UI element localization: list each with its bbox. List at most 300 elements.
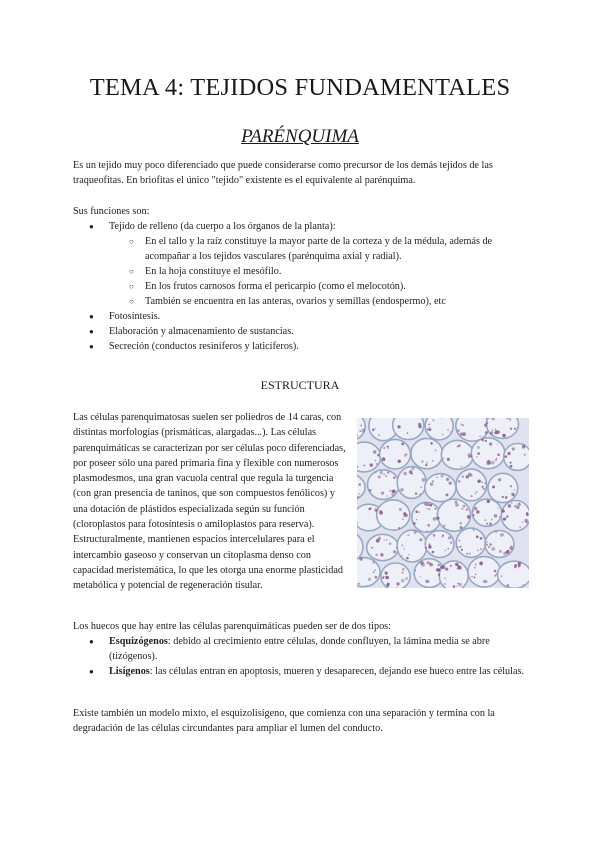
stain-granule [385, 576, 389, 580]
stain-granule [379, 511, 383, 515]
stain-granule [436, 516, 439, 519]
stain-granule [500, 533, 504, 537]
stain-granule [473, 529, 475, 531]
stain-granule [438, 574, 440, 576]
stain-granule [432, 551, 435, 554]
stain-granule [391, 493, 394, 496]
stain-granule [480, 548, 482, 550]
stain-granule [512, 447, 515, 450]
stain-granule [447, 458, 450, 461]
stain-granule [442, 434, 443, 435]
stain-granule [449, 481, 452, 484]
stain-granule [435, 508, 437, 510]
sub-list [109, 234, 533, 309]
stain-granule [492, 486, 495, 489]
list-item: ● Secreción (conductos resiníferos y laticíferos). [73, 339, 533, 354]
stain-granule [403, 472, 407, 476]
stain-granule [510, 428, 512, 430]
stain-granule [484, 424, 487, 427]
stain-granule [393, 550, 396, 553]
stain-granule [494, 570, 497, 573]
stain-granule [358, 483, 361, 486]
stain-granule [519, 503, 520, 504]
stain-granule [477, 549, 479, 551]
stain-granule [457, 586, 458, 587]
structure-paragraph: Las células parenquimatosas suelen ser poliedros de 14 caras, con distintas morfologías (prismáticas, alargadas...). Las células parenquimáticas se caracterizan por ser células poco diferenciadas, por poseer sólo una pared primaria fina y flexible con numerosos plasmodesmos, una gran vacuola central que regula la turgencia (con gran presencia de taninos, que son compuestos fenólicos) y una dotación de plástidos especializada según su función (cloroplastos para fotosíntesis o amiloplastos para reserva). Estructuralmente, mantienen espacios intercelulares para el intercambio gaseoso y conservan un citoplasma denso con capacidad meristemática, lo que les otorga una enorme plasticidad metabólica y potencial de regeneración tisular. [73, 412, 346, 592]
stain-granule [457, 546, 459, 548]
stain-granule [468, 456, 470, 458]
stain-granule [466, 509, 468, 511]
stain-granule [511, 502, 512, 503]
stain-granule [372, 561, 374, 563]
stain-granule [522, 446, 525, 449]
stain-granule [378, 434, 380, 436]
stain-granule [477, 480, 480, 483]
stain-granule [414, 531, 417, 534]
stain-granule [519, 526, 521, 528]
stain-granule [482, 439, 484, 441]
stain-granule [425, 464, 428, 467]
stain-granule [363, 464, 365, 466]
stain-granule [463, 505, 466, 508]
stain-granule [474, 567, 476, 569]
stain-granule [368, 578, 371, 581]
stain-granule [497, 443, 498, 444]
stain-granule [373, 571, 375, 573]
stain-granule [450, 541, 452, 543]
stain-granule [445, 550, 447, 552]
stain-granule [401, 443, 404, 446]
stain-granule [429, 427, 430, 428]
cell [425, 474, 456, 502]
stain-granule [510, 465, 513, 468]
term: Esquizógenos [109, 636, 168, 647]
stain-granule [386, 495, 388, 497]
stain-granule [511, 493, 514, 496]
stain-granule [494, 514, 497, 517]
stain-granule [375, 554, 377, 556]
stain-granule [432, 480, 434, 482]
stain-granule [378, 475, 381, 478]
stain-granule [369, 489, 372, 492]
stain-granule [387, 446, 389, 448]
stain-granule [381, 491, 384, 494]
stain-granule [436, 477, 437, 478]
stain-granule [477, 452, 480, 455]
stain-granule [462, 424, 464, 426]
list-item-text: Tejido de relleno (da cuerpo a los órganos de la planta): [109, 221, 336, 232]
stain-granule [455, 563, 458, 566]
stain-granule [442, 565, 446, 569]
stain-granule [359, 430, 361, 432]
stain-granule [428, 543, 430, 545]
stain-granule [437, 564, 439, 566]
stain-granule [376, 463, 378, 465]
stain-granule [403, 512, 406, 515]
stain-granule [444, 583, 446, 585]
sub-list-item: ○ En la hoja constituye el mesófilo. [109, 264, 533, 279]
stain-granule [484, 482, 486, 484]
functions-list [73, 219, 533, 354]
stain-granule [461, 507, 463, 509]
stain-granule [486, 461, 490, 465]
stain-granule [475, 563, 477, 565]
stain-granule [457, 567, 459, 569]
stain-granule [466, 475, 469, 478]
cell [485, 531, 514, 558]
stain-granule [443, 524, 446, 527]
stain-granule [411, 467, 414, 470]
stain-granule [408, 554, 409, 555]
stain-granule [406, 557, 409, 560]
term-description: : debido al crecimiento entre células, donde confluyen, la lámina media se abre (tizógenos). [109, 636, 490, 662]
stain-granule [374, 569, 376, 571]
mixed-model-paragraph: Existe también un modelo mixto, el esquizolisígeno, que comienza con una separación y termina con la degradación de las células circundantes para ampliar el lumen del conducto. [73, 708, 495, 734]
stain-granule [524, 454, 526, 456]
stain-granule [460, 526, 463, 529]
stain-granule [499, 550, 502, 553]
stain-granule [405, 577, 408, 580]
stain-granule [492, 429, 494, 431]
cell [456, 528, 485, 557]
stain-granule [461, 424, 462, 425]
stain-granule [382, 577, 384, 579]
stain-granule [387, 583, 390, 586]
stain-granule [469, 553, 471, 555]
stain-granule [420, 561, 424, 565]
stain-granule [427, 524, 430, 527]
stain-granule [455, 501, 457, 503]
stain-granule [457, 429, 460, 432]
stain-granule [369, 508, 372, 511]
stain-granule [447, 429, 449, 431]
stain-granule [397, 425, 400, 428]
stain-granule [392, 490, 396, 494]
stain-granule [393, 477, 395, 479]
stain-granule [444, 578, 445, 579]
gap-types-list [73, 634, 533, 679]
stain-granule [459, 546, 461, 548]
stain-granule [377, 454, 380, 457]
stain-granule [385, 571, 386, 572]
stain-granule [418, 425, 421, 428]
stain-granule [375, 460, 377, 462]
stain-granule [506, 550, 509, 553]
stain-granule [398, 527, 400, 529]
stain-granule [522, 521, 524, 523]
stain-granule [471, 495, 473, 497]
stain-granule [459, 540, 461, 542]
stain-granule [509, 546, 513, 550]
stain-granule [396, 582, 399, 585]
stain-granule [383, 447, 385, 449]
stain-granule [375, 576, 378, 579]
stain-granule [359, 557, 362, 560]
sub-list-item: ○ En los frutos carnosos forma el pericarpio (como el melocotón). [109, 279, 533, 294]
stain-granule [462, 475, 464, 477]
stain-granule [471, 576, 472, 577]
stain-granule [407, 534, 409, 536]
stain-granule [495, 530, 498, 533]
list-item: ● Elaboración y almacenamiento de sustancias. [73, 324, 533, 339]
stain-granule [399, 508, 402, 511]
stain-granule [415, 570, 416, 571]
stain-granule [514, 428, 516, 430]
stain-granule [428, 545, 431, 548]
stain-granule [426, 530, 428, 532]
stain-granule [360, 425, 362, 427]
stain-granule [485, 580, 488, 583]
stain-granule [413, 522, 416, 525]
stain-granule [502, 510, 505, 513]
cell [393, 418, 424, 440]
stain-granule [422, 478, 426, 482]
stain-granule [496, 458, 497, 459]
stain-granule [407, 432, 409, 434]
stain-granule [428, 508, 430, 510]
stain-granule [384, 539, 385, 540]
stain-granule [505, 496, 508, 499]
stain-granule [494, 575, 496, 577]
stain-granule [526, 513, 529, 516]
stain-granule [480, 537, 483, 540]
stain-granule [485, 431, 488, 434]
stain-granule [419, 494, 420, 495]
list-item: ● Fotosíntesis. [73, 309, 533, 324]
stain-granule [525, 519, 528, 522]
stain-granule [458, 480, 461, 483]
stain-granule [432, 460, 434, 462]
stain-granule [446, 478, 449, 481]
stain-granule [507, 584, 509, 586]
section-heading: ESTRUCTURA [260, 378, 340, 392]
stain-granule [429, 504, 432, 507]
stain-granule [430, 482, 433, 485]
stain-granule [489, 442, 492, 445]
stain-granule [380, 553, 383, 556]
stain-granule [475, 574, 477, 576]
stain-granule [514, 489, 516, 491]
stain-granule [427, 580, 429, 582]
stain-granule [389, 542, 392, 545]
stain-granule [491, 547, 495, 551]
stain-granule [441, 474, 444, 477]
stain-granule [396, 547, 398, 549]
stain-granule [442, 534, 444, 536]
stain-granule [457, 445, 459, 447]
stain-granule [475, 493, 476, 494]
stain-granule [496, 574, 498, 576]
stain-granule [486, 523, 488, 525]
stain-granule [483, 488, 485, 490]
stain-granule [429, 428, 432, 431]
intro-paragraph: Es un tejido muy poco diferenciado que puede considerarse como precursor de los demás tejidos de las traqueofitas. En briofitas el único "tejido" existente es el equivalente al parénquima. [73, 160, 493, 186]
stain-granule [504, 455, 507, 458]
stain-granule [415, 510, 418, 513]
stain-granule [499, 516, 501, 518]
stain-granule [497, 507, 498, 508]
stain-granule [485, 440, 487, 442]
term: Lisígenos [109, 666, 150, 677]
stain-granule [472, 510, 474, 512]
stain-granule [491, 519, 493, 521]
stain-granule [489, 522, 492, 525]
stain-granule [467, 515, 471, 519]
stain-granule [481, 481, 483, 483]
stain-granule [503, 517, 506, 520]
stain-granule [433, 517, 437, 521]
stain-granule [476, 456, 477, 457]
stain-granule [379, 471, 383, 475]
stain-granule [419, 512, 420, 513]
stain-granule [386, 539, 387, 540]
stain-granule [416, 519, 417, 520]
stain-granule [523, 584, 524, 585]
stain-granule [420, 576, 421, 577]
stain-granule [476, 535, 479, 538]
stain-granule [371, 547, 373, 549]
parenchyma-micrograph [357, 418, 529, 588]
stain-granule [436, 568, 439, 571]
stain-granule [506, 515, 508, 517]
stain-granule [481, 562, 482, 563]
stain-granule [421, 460, 423, 462]
stain-granule [455, 503, 459, 507]
stain-granule [470, 455, 472, 457]
list-item [73, 634, 533, 664]
stain-granule [374, 508, 377, 511]
stain-granule [461, 549, 463, 551]
list-item [73, 219, 533, 309]
list-item [73, 664, 533, 679]
stain-granule [358, 493, 360, 495]
functions-label: Sus funciones son: [73, 206, 150, 217]
stain-granule [401, 579, 404, 582]
stain-granule [488, 546, 490, 548]
stain-granule [495, 459, 497, 461]
stain-granule [490, 432, 493, 435]
stain-granule [502, 434, 506, 438]
stain-granule [375, 472, 376, 473]
cell [397, 530, 427, 562]
stain-granule [404, 549, 405, 550]
stain-granule [476, 491, 478, 493]
stain-granule [443, 457, 444, 458]
stain-granule [496, 430, 500, 434]
stain-granule [509, 418, 511, 420]
stain-granule [507, 452, 510, 455]
stain-granule [426, 462, 428, 464]
stain-granule [462, 432, 466, 436]
stain-granule [446, 493, 449, 496]
sub-list-item: ○ En el tallo y la raíz constituye la mayor parte de la corteza y de la médula, además de acompañar a los tejidos vasculares (parénquima axial y radial). [109, 234, 533, 264]
stain-granule [445, 568, 448, 571]
stain-granule [479, 435, 481, 437]
stain-granule [434, 449, 436, 451]
stain-granule [474, 507, 477, 510]
stain-granule [495, 429, 497, 431]
stain-granule [358, 583, 360, 585]
stain-granule [486, 544, 488, 546]
stain-granule [514, 566, 516, 568]
stain-granule [415, 492, 417, 494]
page-title: TEMA 4: TEJIDOS FUNDAMENTALES [89, 74, 511, 101]
stain-granule [502, 496, 504, 498]
stain-granule [447, 548, 449, 550]
stain-granule [430, 442, 433, 445]
section-subtitle: PARÉNQUIMA [241, 126, 359, 147]
stain-granule [389, 490, 391, 492]
term-description: : las células entran en apoptosis, mueren y desaparecen, dejando ese hueco entre las células. [149, 666, 525, 677]
stain-granule [373, 450, 376, 453]
stain-granule [487, 500, 490, 503]
stain-granule [501, 575, 503, 577]
stain-granule [411, 473, 413, 475]
stain-granule [387, 471, 389, 473]
stain-granule [498, 478, 501, 481]
stain-granule [402, 572, 404, 574]
stain-granule [388, 448, 389, 449]
stain-granule [473, 514, 475, 516]
stain-granule [432, 419, 434, 421]
stain-granule [473, 576, 475, 578]
stain-granule [508, 504, 512, 508]
stain-granule [484, 519, 486, 521]
stain-granule [510, 485, 512, 487]
stain-granule [401, 555, 402, 556]
stain-granule [378, 537, 381, 540]
cell [504, 443, 529, 470]
stain-granule [514, 505, 517, 508]
stain-granule [382, 457, 386, 461]
stain-granule [383, 473, 385, 475]
stain-granule [477, 511, 479, 513]
cell [381, 563, 410, 588]
stain-granule [489, 543, 492, 546]
stain-granule [466, 552, 468, 554]
stain-granule [491, 461, 495, 465]
cell [437, 499, 470, 531]
stain-granule [419, 538, 422, 541]
stain-granule [477, 446, 480, 449]
stain-granule [401, 544, 403, 546]
stain-granule [450, 431, 451, 432]
stain-granule [481, 486, 483, 488]
stain-granule [433, 534, 436, 537]
stain-granule [398, 460, 401, 463]
stain-granule [453, 585, 456, 588]
stain-granule [402, 568, 405, 571]
stain-granule [429, 562, 431, 564]
stain-granule [386, 475, 388, 477]
stain-granule [517, 563, 519, 565]
stain-granule [426, 508, 427, 509]
stain-granule [497, 453, 500, 456]
cell [439, 561, 468, 588]
stain-granule [372, 428, 374, 430]
stain-granule [404, 454, 407, 457]
stain-granule [425, 504, 427, 506]
stain-granule [362, 428, 366, 432]
stain-granule [510, 462, 512, 464]
stain-granule [427, 428, 429, 430]
stain-granule [402, 518, 404, 520]
stain-granule [369, 463, 373, 467]
cell [498, 561, 529, 588]
stain-granule [425, 547, 427, 549]
stain-granule [458, 583, 462, 587]
sub-list-item: ○ También se encuentra en las anteras, ovarios y semillas (endospermo), etc [109, 294, 533, 309]
